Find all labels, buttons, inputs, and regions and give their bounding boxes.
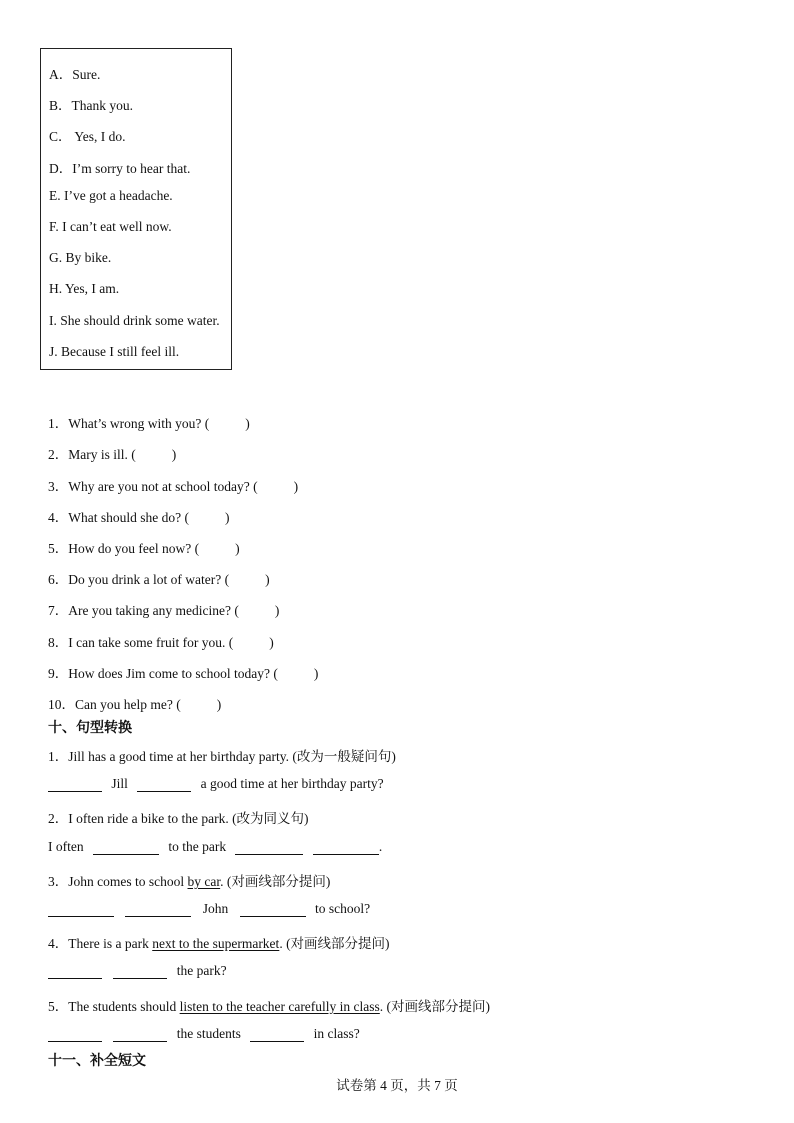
- matching-question: 6．Do you drink a lot of water? ( ): [48, 572, 270, 587]
- option-e: E. I’ve got a headache.: [49, 188, 173, 203]
- section-title-cloze: 十一、补全短文: [48, 1053, 146, 1069]
- options-box: [40, 48, 232, 370]
- answer-blank[interactable]: [48, 777, 102, 792]
- matching-question: 1．What’s wrong with you? ( ): [48, 416, 250, 431]
- transform-question-3: 3．John comes to school by car. (对画线部分提问): [48, 874, 331, 889]
- answer-blank[interactable]: [235, 840, 303, 855]
- answer-blank[interactable]: [240, 902, 306, 917]
- matching-question: 5．How do you feel now? ( ): [48, 541, 240, 556]
- transform-question-4: 4．There is a park next to the supermarket. (对画线部分提问): [48, 936, 390, 951]
- option-a: A．Sure.: [49, 67, 101, 82]
- transform-question-1: 1．Jill has a good time at her birthday party. (改为一般疑问句): [48, 749, 396, 764]
- matching-question: 7．Are you taking any medicine? ( ): [48, 603, 280, 618]
- page-footer: 试卷第 4 页，共 7 页: [336, 1078, 458, 1093]
- option-h: H. Yes, I am.: [49, 281, 120, 296]
- answer-blank[interactable]: [48, 902, 114, 917]
- matching-question: 3．Why are you not at school today? ( ): [48, 479, 299, 494]
- transform-answer-2: I often to the park .: [48, 839, 383, 854]
- transform-answer-3: John to school?: [48, 901, 370, 917]
- matching-question: 10．Can you help me? ( ): [48, 697, 222, 712]
- option-g: G. By bike.: [49, 250, 112, 265]
- option-c: C． Yes, I do.: [49, 129, 126, 144]
- answer-blank[interactable]: [93, 840, 159, 855]
- matching-question: 9．How does Jim come to school today? ( ): [48, 666, 319, 681]
- answer-blank[interactable]: [48, 1027, 102, 1042]
- option-d: D．I’m sorry to hear that.: [49, 161, 191, 176]
- answer-blank[interactable]: [250, 1027, 304, 1042]
- underlined-phrase: next to the supermarket: [152, 936, 280, 951]
- matching-question: 4．What should she do? ( ): [48, 510, 230, 525]
- answer-blank[interactable]: [125, 902, 191, 917]
- answer-blank[interactable]: [113, 1027, 167, 1042]
- section-title-sentence-transformation: 十、句型转换: [48, 720, 132, 736]
- answer-blank[interactable]: [48, 964, 102, 979]
- option-f: F. I can’t eat well now.: [49, 219, 172, 234]
- transform-answer-1: Jill a good time at her birthday party?: [48, 776, 384, 792]
- answer-blank[interactable]: [137, 777, 191, 792]
- transform-question-5: 5．The students should listen to the teacher carefully in class. (对画线部分提问): [48, 999, 491, 1014]
- option-b: B．Thank you.: [49, 98, 133, 113]
- answer-blank[interactable]: [313, 840, 379, 855]
- transform-question-2: 2．I often ride a bike to the park. (改为同义句): [48, 811, 309, 826]
- underlined-phrase: by car: [187, 874, 221, 889]
- transform-answer-4: the park?: [48, 963, 227, 979]
- matching-question: 2．Mary is ill. ( ): [48, 447, 177, 462]
- option-i: I. She should drink some water.: [49, 313, 220, 328]
- matching-question: 8．I can take some fruit for you. ( ): [48, 635, 274, 650]
- underlined-phrase: listen to the teacher carefully in class: [179, 999, 380, 1014]
- option-j: J. Because I still feel ill.: [49, 344, 180, 359]
- answer-blank[interactable]: [113, 964, 167, 979]
- transform-answer-5: the students in class?: [48, 1026, 360, 1042]
